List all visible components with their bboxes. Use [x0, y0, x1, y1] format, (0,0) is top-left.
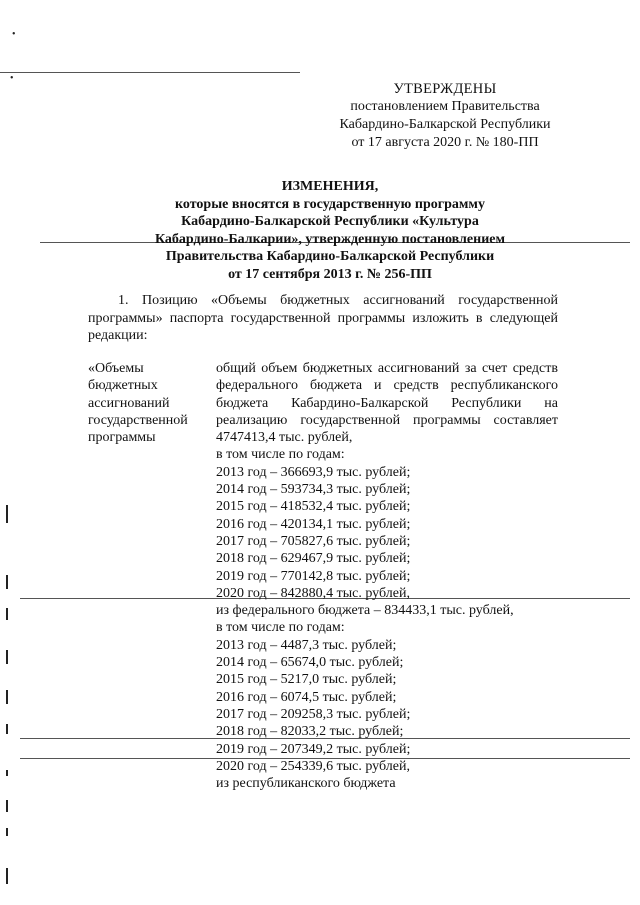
- scan-edge-mark: [6, 690, 8, 704]
- federal-intro: из федерального бюджета – 834433,1 тыс. рублей,: [216, 603, 514, 619]
- passport-label: «Объемы бюджетных ассигнований государственной программы: [88, 361, 188, 446]
- approval-line: Кабардино-Балкарской Республики: [339, 117, 551, 132]
- heading-line: Кабардино-Балкарской Республики «Культура: [181, 214, 479, 229]
- paragraph-1: [88, 292, 558, 345]
- year-line: 2016 год – 6074,5 тыс. рублей;: [216, 689, 397, 705]
- year-line: 2019 год – 207349,2 тыс. рублей;: [216, 741, 411, 757]
- year-line: 2014 год – 65674,0 тыс. рублей;: [216, 655, 404, 671]
- approval-line: от 17 августа 2020 г. № 180-ПП: [351, 135, 539, 150]
- scan-edge-mark: [6, 828, 8, 836]
- scan-edge-mark: [6, 650, 8, 664]
- heading-title: ИЗМЕНЕНИЯ,: [281, 179, 379, 194]
- by-years-intro: в том числе по годам:: [216, 447, 345, 463]
- total-years-list: [216, 464, 558, 602]
- document-heading: [80, 178, 580, 283]
- year-line: 2015 год – 5217,0 тыс. рублей;: [216, 672, 397, 688]
- passport-value: [216, 360, 558, 792]
- year-line: 2017 год – 209258,3 тыс. рублей;: [216, 706, 411, 722]
- year-line: 2018 год – 629467,9 тыс. рублей;: [216, 551, 411, 567]
- scan-edge-mark: [6, 575, 8, 589]
- year-line: 2014 год – 593734,3 тыс. рублей;: [216, 482, 411, 498]
- year-line: 2020 год – 842880,4 тыс. рублей,: [216, 585, 410, 601]
- year-line: 2016 год – 420134,1 тыс. рублей;: [216, 516, 411, 532]
- heading-line: Правительства Кабардино-Балкарской Республики: [165, 249, 495, 264]
- approval-line: постановлением Правительства: [350, 99, 540, 114]
- scan-edge-mark: [6, 505, 8, 523]
- republican-intro: из республиканского бюджета: [216, 776, 396, 792]
- approval-title: УТВЕРЖДЕНЫ: [393, 81, 497, 97]
- scan-edge-mark: [6, 800, 8, 812]
- year-line: 2018 год – 82033,2 тыс. рублей;: [216, 724, 404, 740]
- heading-line: Кабардино-Балкарии», утвержденную постановлением: [154, 231, 506, 247]
- year-line: 2019 год – 770142,8 тыс. рублей;: [216, 568, 411, 584]
- year-line: 2013 год – 4487,3 тыс. рублей;: [216, 637, 397, 653]
- federal-by-years-intro: в том числе по годам:: [216, 620, 345, 636]
- federal-years-list: [216, 637, 558, 775]
- scan-speck: •: [12, 29, 16, 40]
- scan-edge-mark: [6, 608, 8, 620]
- heading-line: которые вносятся в государственную программу: [175, 196, 485, 212]
- scan-edge-mark: [6, 868, 8, 884]
- heading-line: от 17 сентября 2013 г. № 256-ПП: [228, 266, 432, 282]
- year-line: 2020 год – 254339,6 тыс. рублей,: [216, 758, 410, 774]
- approval-block: [300, 80, 590, 152]
- total-description: общий объем бюджетных ассигнований за счет средств федерального бюджета и средств республиканского бюджета Кабардино-Балкарской Республики на реализацию государственной программы составляет 4747413,4 тыс. рублей,: [216, 361, 558, 446]
- scan-line: [0, 72, 300, 73]
- year-line: 2017 год – 705827,6 тыс. рублей;: [216, 533, 411, 549]
- scan-speck: •: [10, 73, 14, 84]
- scan-edge-mark: [6, 724, 8, 734]
- year-line: 2015 год – 418532,4 тыс. рублей;: [216, 499, 411, 515]
- scan-edge-mark: [6, 770, 8, 776]
- year-line: 2013 год – 366693,9 тыс. рублей;: [216, 464, 411, 480]
- paragraph-text: 1. Позицию «Объемы бюджетных ассигнований государственной программы» паспорта государственной программы изложить в следующей редакции:: [88, 293, 558, 343]
